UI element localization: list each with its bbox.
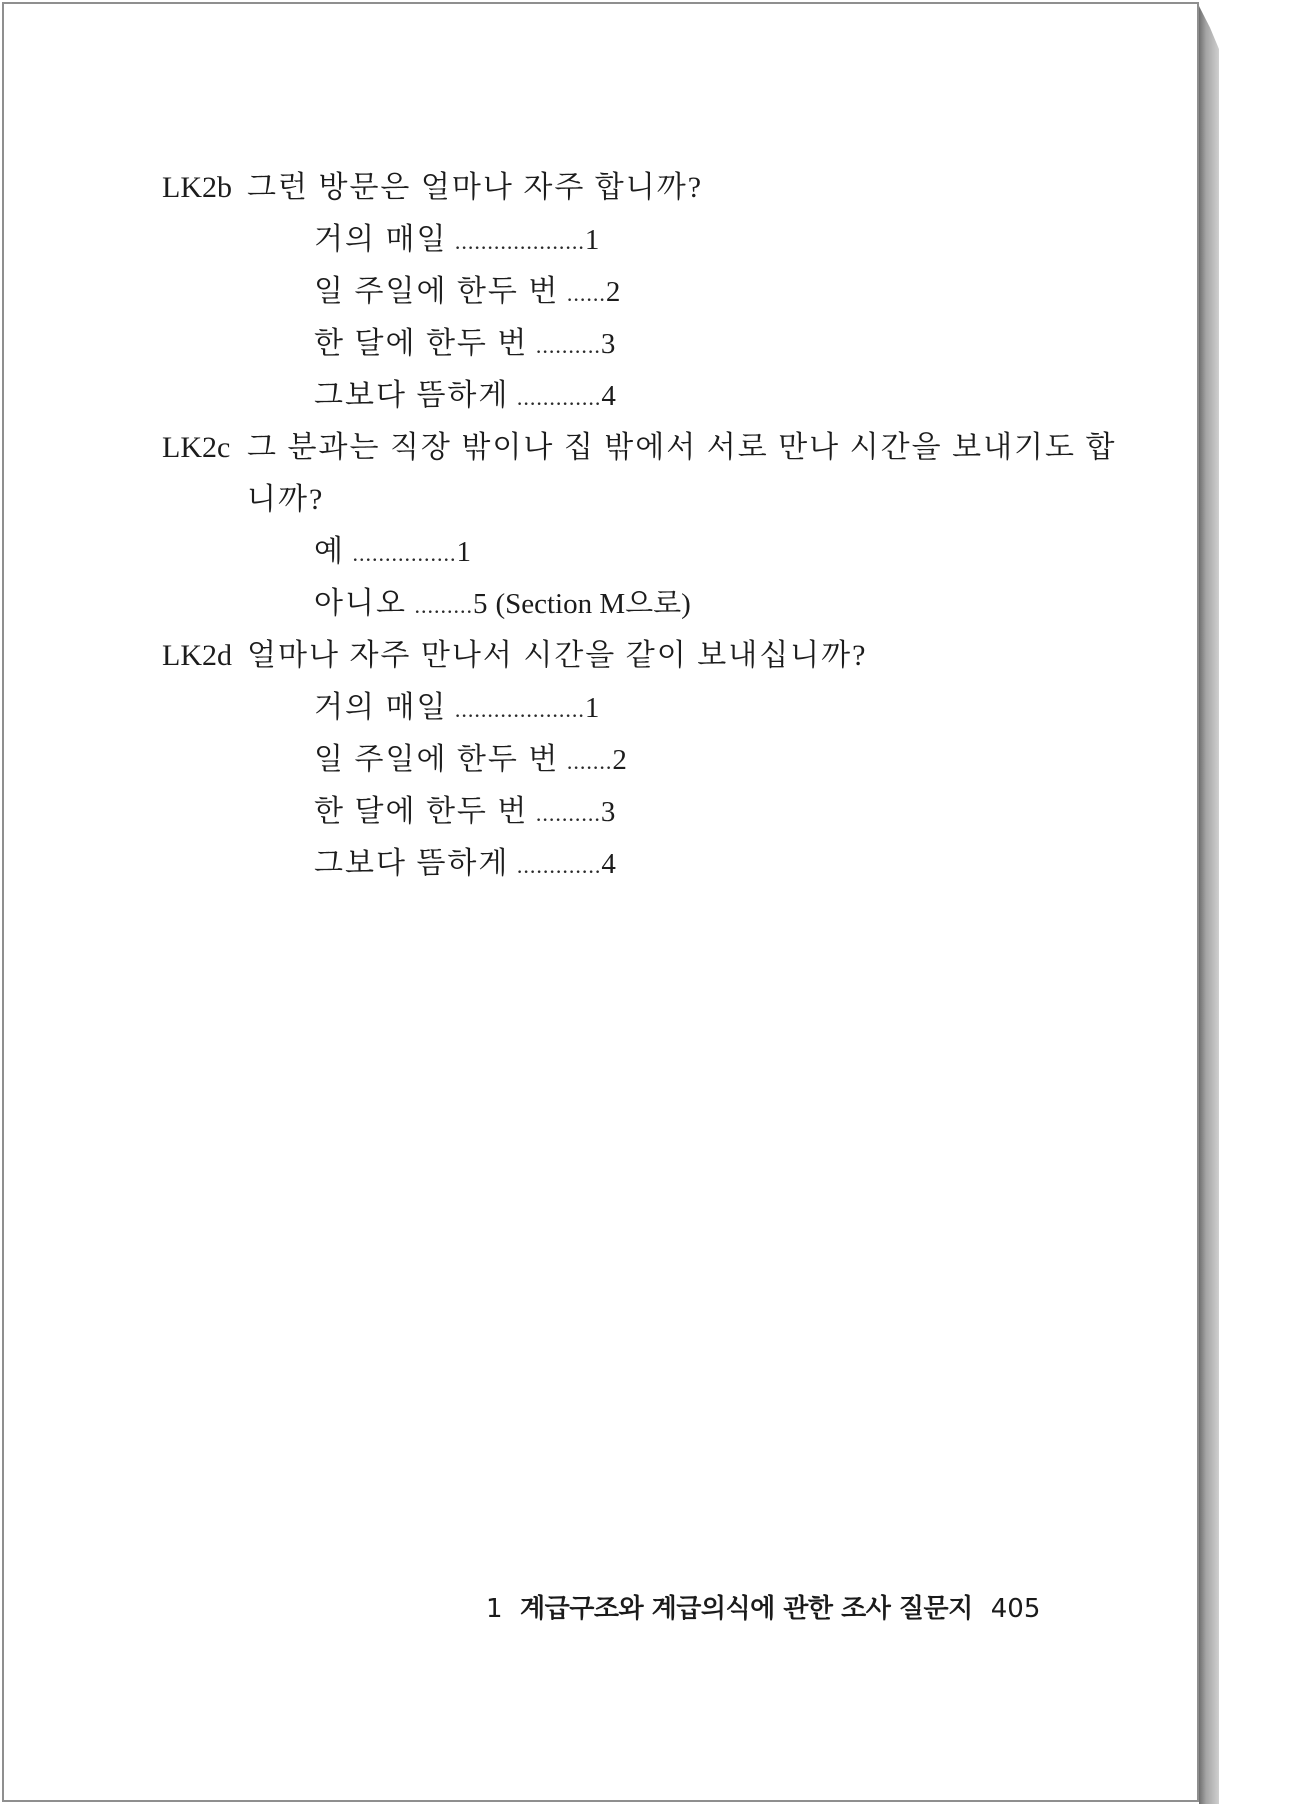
question-text: 그 분과는 직장 밖이나 집 밖에서 서로 만나 시간을 보내기도 합 [247,431,1117,464]
question-code: LK2b [162,171,232,204]
chapter-number: 1 [486,1594,503,1624]
answer-option [162,682,1042,734]
option-code: 1 [584,224,600,256]
leader-dots: ............. [516,853,602,878]
answer-option [162,214,1042,266]
option-label: 거의 매일 [314,223,448,256]
question-code: LK2d [162,639,232,672]
skip-instruction: (Section M으로) [495,588,691,620]
answer-option [162,266,1042,318]
option-code: 3 [600,796,616,828]
answer-option [162,734,1042,786]
option-label: 한 달에 한두 번 [314,795,529,828]
question-code: LK2c [162,431,231,464]
running-footer [486,1588,1040,1625]
question-lk2c [162,422,1117,474]
option-label: 아니오 [314,587,407,620]
page-edge [1199,6,1219,1804]
option-code: 4 [601,848,616,880]
answer-option [162,318,1042,370]
question-text: 얼마나 자주 만나서 시간을 같이 보내십니까? [247,639,868,672]
option-code: 2 [612,744,627,776]
option-code: 2 [605,276,621,308]
option-code: 1 [584,692,600,724]
option-label: 일 주일에 한두 번 [314,275,560,308]
option-code: 4 [601,380,616,412]
option-label: 일 주일에 한두 번 [314,743,560,776]
leader-dots: ...... [566,281,606,306]
question-lk2b [162,162,1042,214]
leader-dots: ................ [352,541,457,566]
leader-dots: .......... [535,333,601,358]
option-label: 그보다 뜸하게 [314,847,510,880]
leader-dots: .......... [535,801,601,826]
page-number: 405 [990,1594,1041,1624]
question-lk2d [162,630,1042,682]
chapter-title: 계급구조와 계급의식에 관한 조사 질문지 [520,1594,973,1624]
leader-dots: ............. [516,385,602,410]
leader-dots: ......... [414,593,473,618]
option-code: 1 [456,536,471,568]
question-text-continued: 니까? [247,483,325,516]
option-label: 그보다 뜸하게 [314,379,510,412]
answer-option [162,838,1042,890]
answer-option [162,786,1042,838]
questionnaire-content [162,162,1117,890]
answer-option [162,526,1042,578]
question-text: 그런 방문은 얼마나 자주 합니까? [247,171,704,204]
leader-dots: ....... [566,749,613,774]
option-label: 한 달에 한두 번 [314,327,529,360]
answer-option [162,370,1042,422]
leader-dots: .................... [454,229,585,254]
option-code: 5 [472,588,488,620]
option-label: 예 [314,535,345,568]
option-label: 거의 매일 [314,691,448,724]
leader-dots: .................... [454,697,585,722]
answer-option [162,578,1042,630]
option-code: 3 [600,328,616,360]
